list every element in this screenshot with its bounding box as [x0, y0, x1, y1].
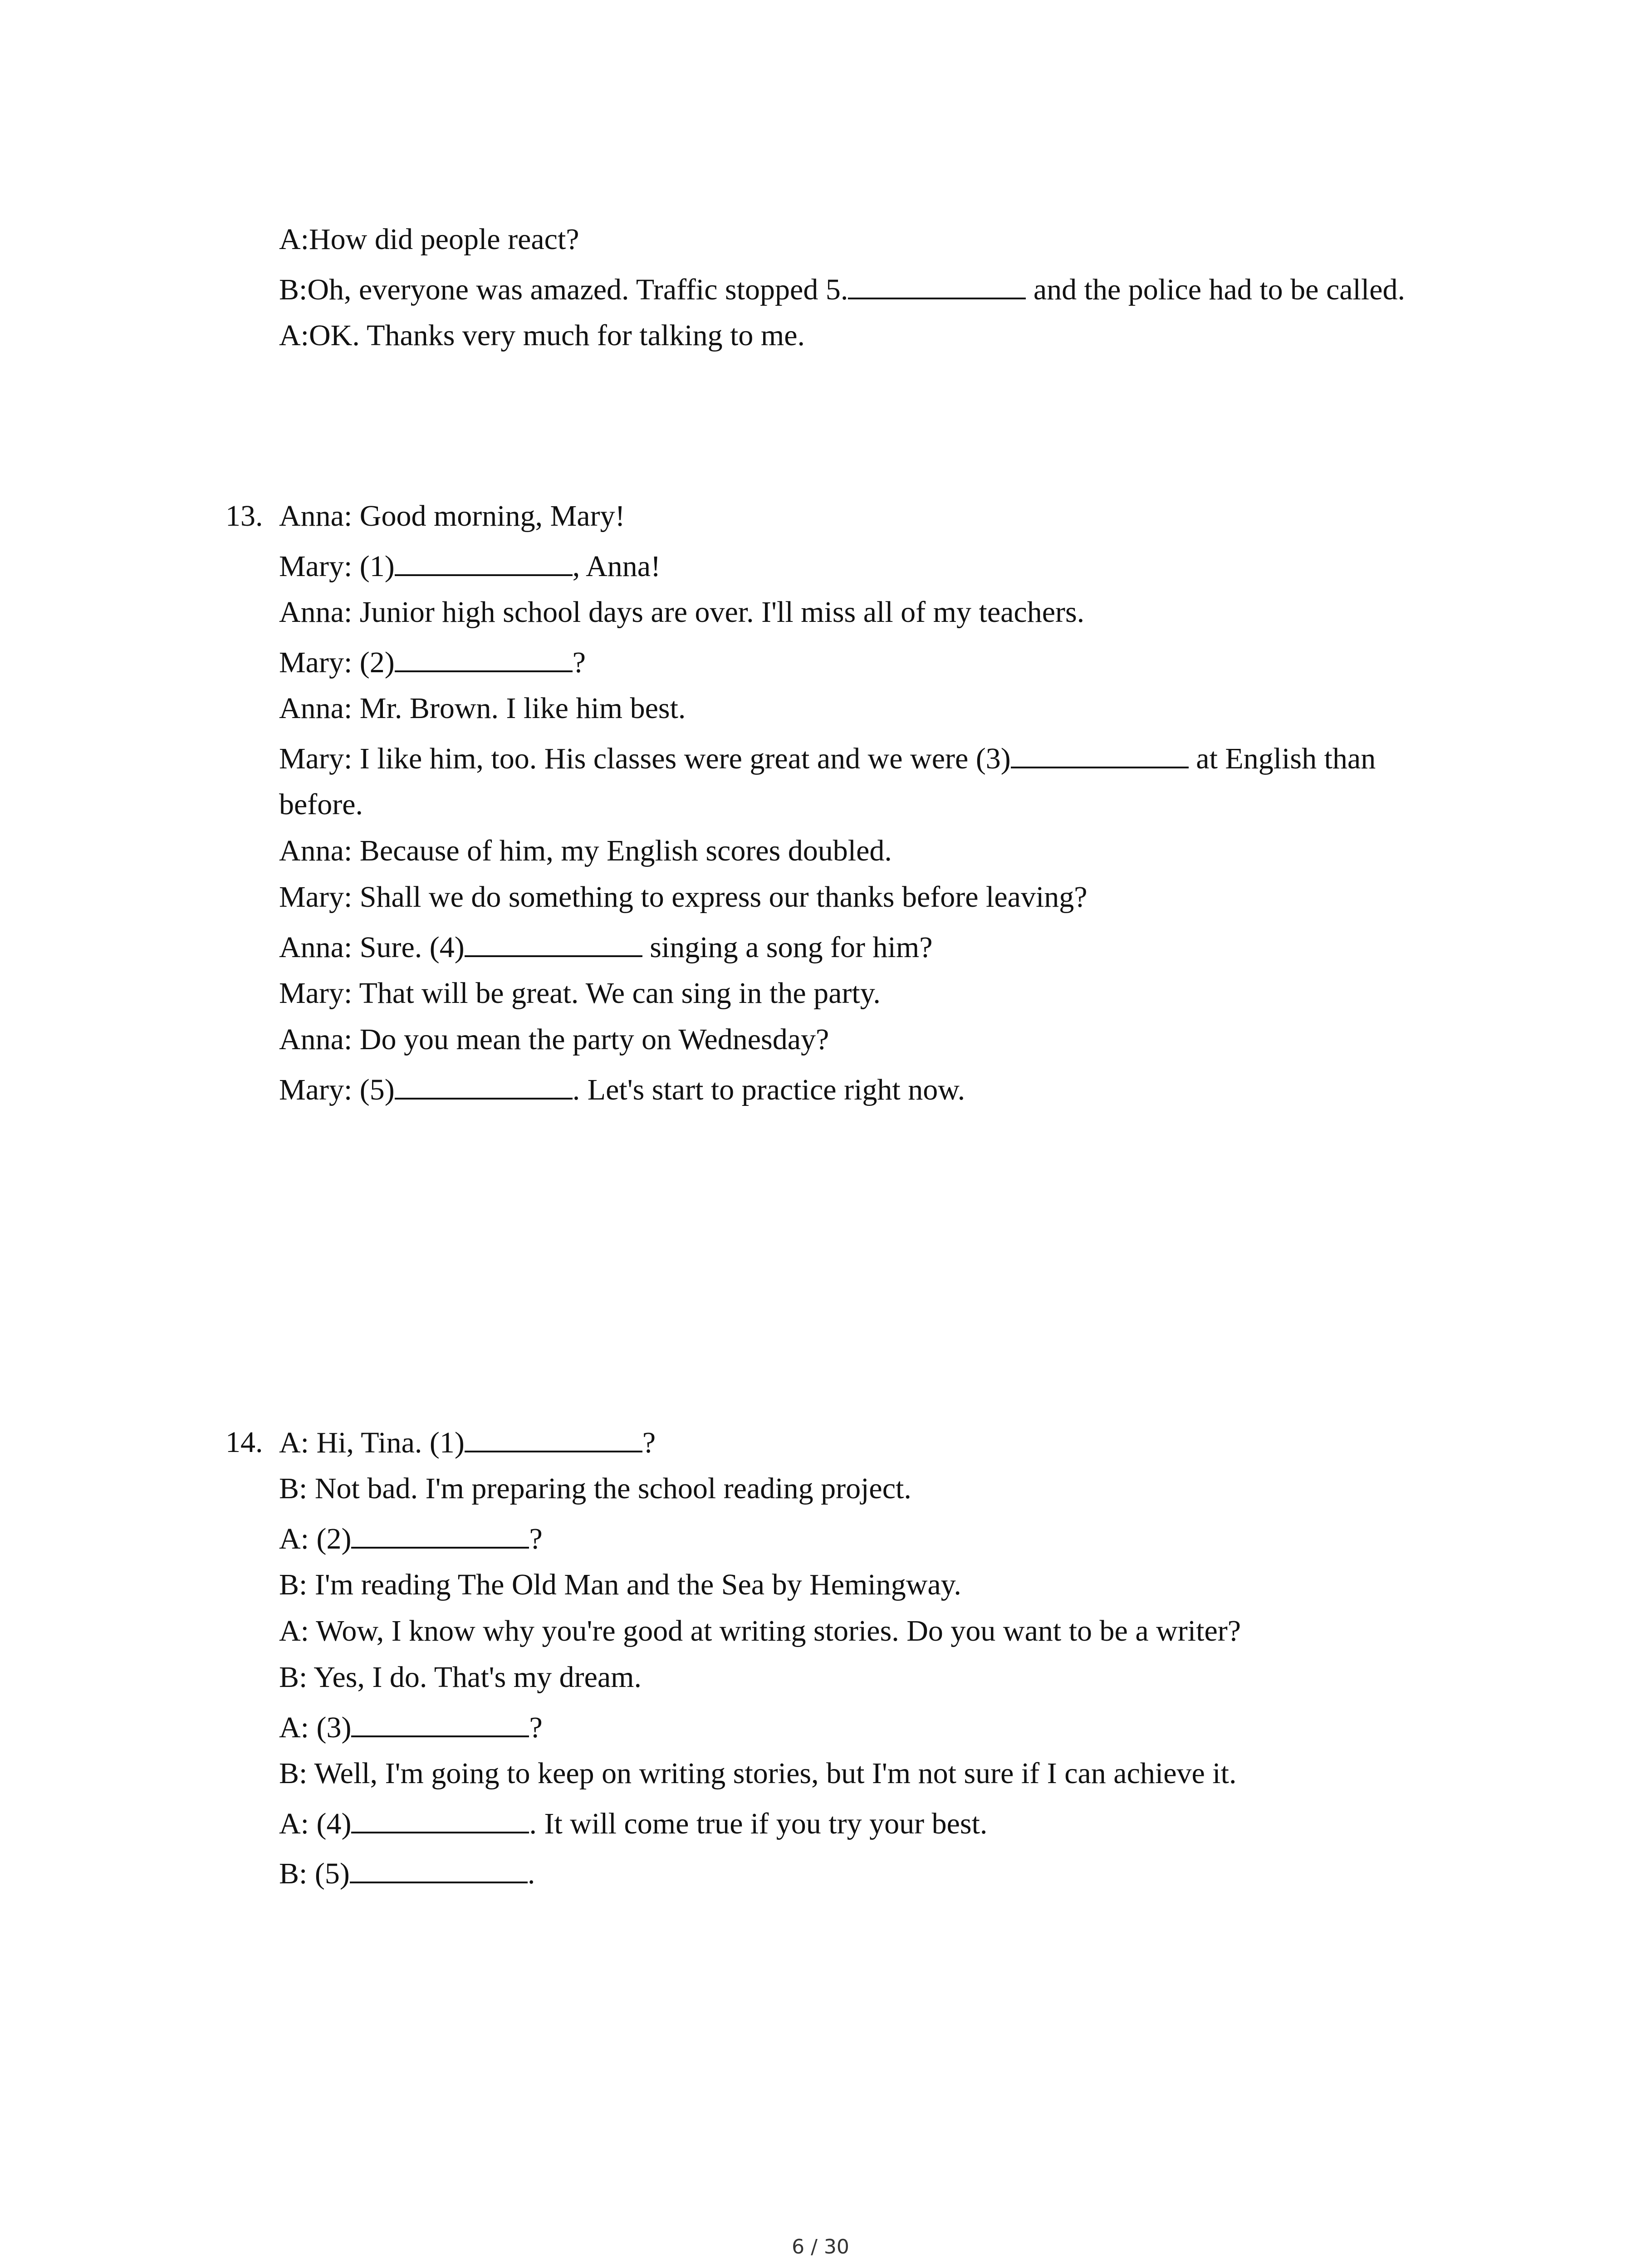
dialogue-line: Mary: (2) ?	[279, 644, 586, 681]
answer-blank[interactable]	[351, 1520, 529, 1549]
answer-blank[interactable]	[351, 1805, 529, 1833]
dialogue-line: Anna: Because of him, my English scores doubled.	[279, 834, 892, 867]
dialogue-line: Mary: Shall we do something to express our thanks before leaving?	[279, 880, 1087, 914]
dialogue-line: B: Not bad. I'm preparing the school reading project.	[279, 1472, 911, 1505]
answer-blank[interactable]	[395, 548, 573, 576]
dialogue-line: B: Well, I'm going to keep on writing stories, but I'm not sure if I can achieve it.	[279, 1757, 1237, 1790]
answer-blank[interactable]	[351, 1709, 529, 1737]
dialogue-line: Anna: Junior high school days are over. I'll miss all of my teachers.	[279, 596, 1085, 629]
answer-blank[interactable]	[395, 644, 573, 672]
dialogue-line: A:OK. Thanks very much for talking to me.	[279, 319, 805, 352]
answer-blank[interactable]	[465, 1424, 642, 1452]
dialogue-line: A:How did people react?	[279, 223, 579, 256]
answer-blank[interactable]	[848, 271, 1026, 299]
dialogue-line: A: (4) . It will come true if you try your best.	[279, 1805, 987, 1842]
dialogue-line: A: (2) ?	[279, 1520, 543, 1557]
page-number: 6 / 30	[792, 2235, 849, 2258]
answer-blank[interactable]	[350, 1855, 528, 1883]
question-number: 14.	[225, 1426, 263, 1459]
dialogue-line: Mary: (1) , Anna!	[279, 548, 661, 585]
dialogue-line: A: Wow, I know why you're good at writing stories. Do you want to be a writer?	[279, 1614, 1241, 1647]
dialogue-line: A: Hi, Tina. (1) ?	[279, 1424, 656, 1461]
dialogue-line: A: (3) ?	[279, 1709, 543, 1746]
answer-blank[interactable]	[465, 929, 642, 957]
question-number: 13.	[225, 499, 263, 533]
dialogue-line: B:Oh, everyone was amazed. Traffic stopped 5. and the police had to be called.	[279, 271, 1405, 308]
dialogue-line: Anna: Do you mean the party on Wednesday?	[279, 1023, 829, 1056]
dialogue-line: B: I'm reading The Old Man and the Sea by Hemingway.	[279, 1568, 961, 1601]
dialogue-line: B: (5) .	[279, 1855, 535, 1892]
dialogue-line: Anna: Mr. Brown. I like him best.	[279, 692, 686, 725]
dialogue-line: Anna: Good morning, Mary!	[279, 499, 625, 533]
dialogue-line: Mary: (5) . Let's start to practice right now.	[279, 1071, 965, 1108]
answer-blank[interactable]	[1011, 740, 1189, 768]
dialogue-line: Mary: I like him, too. His classes were great and we were (3) at English than	[279, 740, 1376, 777]
dialogue-line: Anna: Sure. (4) singing a song for him?	[279, 929, 933, 966]
dialogue-line: Mary: That will be great. We can sing in the party.	[279, 977, 881, 1010]
dialogue-line: before.	[279, 788, 363, 821]
answer-blank[interactable]	[395, 1071, 573, 1100]
dialogue-line: B: Yes, I do. That's my dream.	[279, 1661, 642, 1694]
